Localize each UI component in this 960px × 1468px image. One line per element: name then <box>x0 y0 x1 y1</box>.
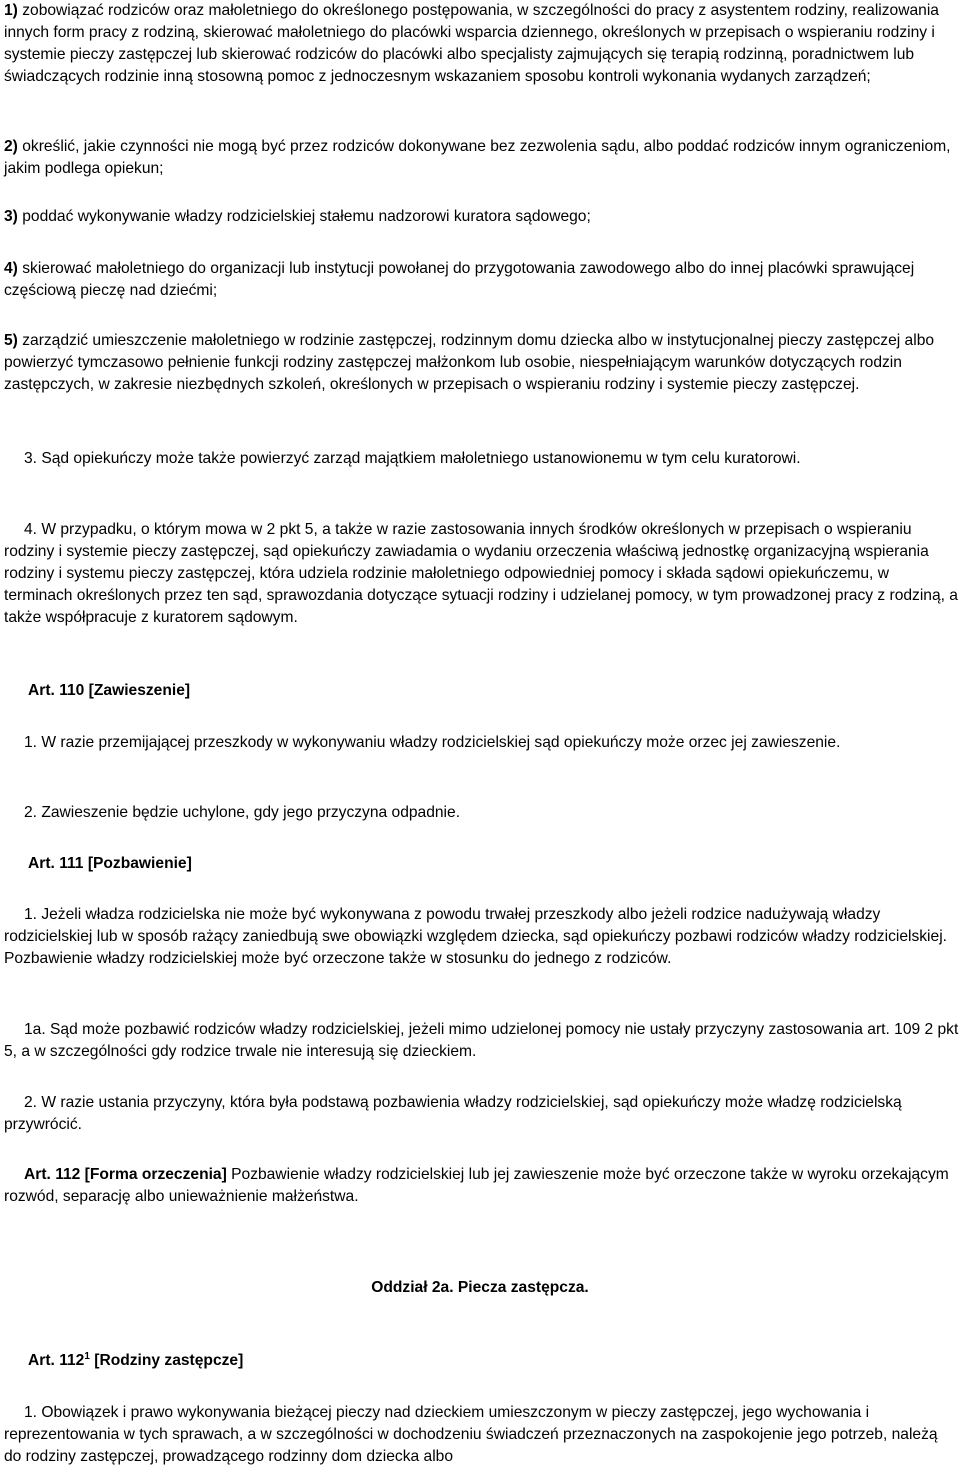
article-112-1-heading-title: [Rodziny zastępcze] <box>89 1352 244 1369</box>
list-item-1 <box>4 0 959 88</box>
list-item-5 <box>4 330 959 396</box>
article-112-heading: Art. 112 [Forma orzeczenia] <box>24 1166 227 1183</box>
list-item-3 <box>4 206 959 228</box>
list-item-text: zarządzić umieszczenie małoletniego w rodzinie zastępczej, rodzinnym domu dziecka albo w instytucjonalnej pieczy zastępczej albo powierzyć tymczasowo pełnienie funkcji rodziny zastępczej małżonkom lub osobie, niespełniającym warunków dotyczących rodzin zastępczych, w zakresie niezbędnych szkoleń, określonych w przepisach o wspieraniu rodziny i systemie pieczy zastępczej. <box>4 332 935 393</box>
article-111-paragraph-2: 2. W razie ustania przyczyny, która była podstawą pozbawienia władzy rodzicielskiej, sąd opiekuńczy może władzę rodzicielską przywrócić. <box>4 1094 902 1133</box>
article-112-text: Pozbawienie władzy rodzicielskiej lub jej zawieszenie może być orzeczone także w wyroku orzekającym rozwód, separację albo unieważnienie małżeństwa. <box>4 1166 949 1205</box>
list-number: 3) <box>4 208 18 225</box>
list-number: 2) <box>4 138 18 155</box>
list-item-2 <box>4 136 959 180</box>
paragraph-3: 3. Sąd opiekuńczy może także powierzyć zarząd majątkiem małoletniego ustanowionemu w tym celu kuratorowi. <box>24 450 801 467</box>
list-number: 5) <box>4 332 18 349</box>
list-number: 1) <box>4 2 18 19</box>
section-title: Oddział 2a. Piecza zastępcza. <box>371 1279 589 1296</box>
list-item-text: określić, jakie czynności nie mogą być przez rodziców dokonywane bez zezwolenia sądu, albo poddać rodziców innym ograniczeniom, jakim podlega opiekun; <box>4 138 951 177</box>
list-item-4 <box>4 258 959 302</box>
article-111-paragraph-1: 1. Jeżeli władza rodzicielska nie może być wykonywana z powodu trwałej przeszkody albo jeżeli rodzice nadużywają władzy rodzicielskiej lub w sposób rażący zaniedbują swe obowiązki względem dziecka, sąd opiekuńczy pozbawi rodziców władzy rodzicielskiej. Pozbawienie władzy rodzicielskiej może być orzeczone także w stosunku do jednego z rodziców. <box>4 906 947 967</box>
article-110-heading: Art. 110 [Zawieszenie] <box>28 682 191 699</box>
list-item-text: poddać wykonywanie władzy rodzicielskiej stałemu nadzorowi kuratora sądowego; <box>22 208 591 225</box>
article-112-1-heading-main: Art. 112 <box>28 1352 85 1369</box>
list-number: 4) <box>4 260 18 277</box>
article-112 <box>4 1164 959 1208</box>
paragraph-4: 4. W przypadku, o którym mowa w 2 pkt 5, a także w razie zastosowania innych środków określonych w przepisach o wspieraniu rodziny i systemie pieczy zastępczej, sąd opiekuńczy zawiadamia o wydaniu orzeczenia właściwą jednostkę organizacyjną wspierania rodziny i systemu pieczy zastępczej, która udziela rodzinie małoletniego odpowiedniej pomocy i składa sądowi opiekuńczemu, w terminach określonych przez ten sąd, sprawozdania dotyczące sytuacji rodziny i udzielanej pomocy, w tym prowadzonej pracy z rodziną, a także współpracuje z kuratorem sądowym. <box>4 521 958 626</box>
list-item-text: skierować małoletniego do organizacji lub instytucji powołanej do przygotowania zawodowego albo do innej placówki sprawującej częściową pieczę nad dziećmi; <box>4 260 915 299</box>
article-112-1-paragraph-1: 1. Obowiązek i prawo wykonywania bieżącej pieczy nad dzieckiem umieszczonym w pieczy zastępczej, jego wychowania i reprezentowania w tych sprawach, a w szczególności w dochodzeniu świadczeń przeznaczonych na zaspokojenie jego potrzeb, należą do rodziny zastępczej, prowadzącego rodzinny dom dziecka albo <box>4 1404 938 1465</box>
article-112-1-heading-sup: 1 <box>84 1350 90 1362</box>
article-112-1-heading <box>6 1350 960 1372</box>
list-item-text: zobowiązać rodziców oraz małoletniego do określonego postępowania, w szczególności do pracy z asystentem rodziny, realizowania innych form pracy z rodziną, skierować małoletniego do placówki wsparcia dziennego, określonych w przepisach o wspieraniu rodziny i systemie pieczy zastępczej lub skierować rodziców do placówki albo specjalisty zajmujących się terapią rodzinną, poradnictwem lub świadczących rodzinie inną stosowną pomoc z jednoczesnym wskazaniem sposobu kontroli wykonania wydanych zarządzeń; <box>4 2 939 85</box>
article-111-heading: Art. 111 [Pozbawienie] <box>28 855 192 872</box>
article-110-paragraph-1: 1. W razie przemijającej przeszkody w wykonywaniu władzy rodzicielskiej sąd opiekuńczy może orzec jej zawieszenie. <box>24 734 841 751</box>
article-110-paragraph-2: 2. Zawieszenie będzie uchylone, gdy jego przyczyna odpadnie. <box>24 804 461 821</box>
article-111-paragraph-1a: 1a. Sąd może pozbawić rodziców władzy rodzicielskiej, jeżeli mimo udzielonej pomocy nie ustały przyczyny zastosowania art. 109 2 pkt 5, a w szczególności gdy rodzice trwale nie interesują się dzieckiem. <box>4 1021 959 1060</box>
